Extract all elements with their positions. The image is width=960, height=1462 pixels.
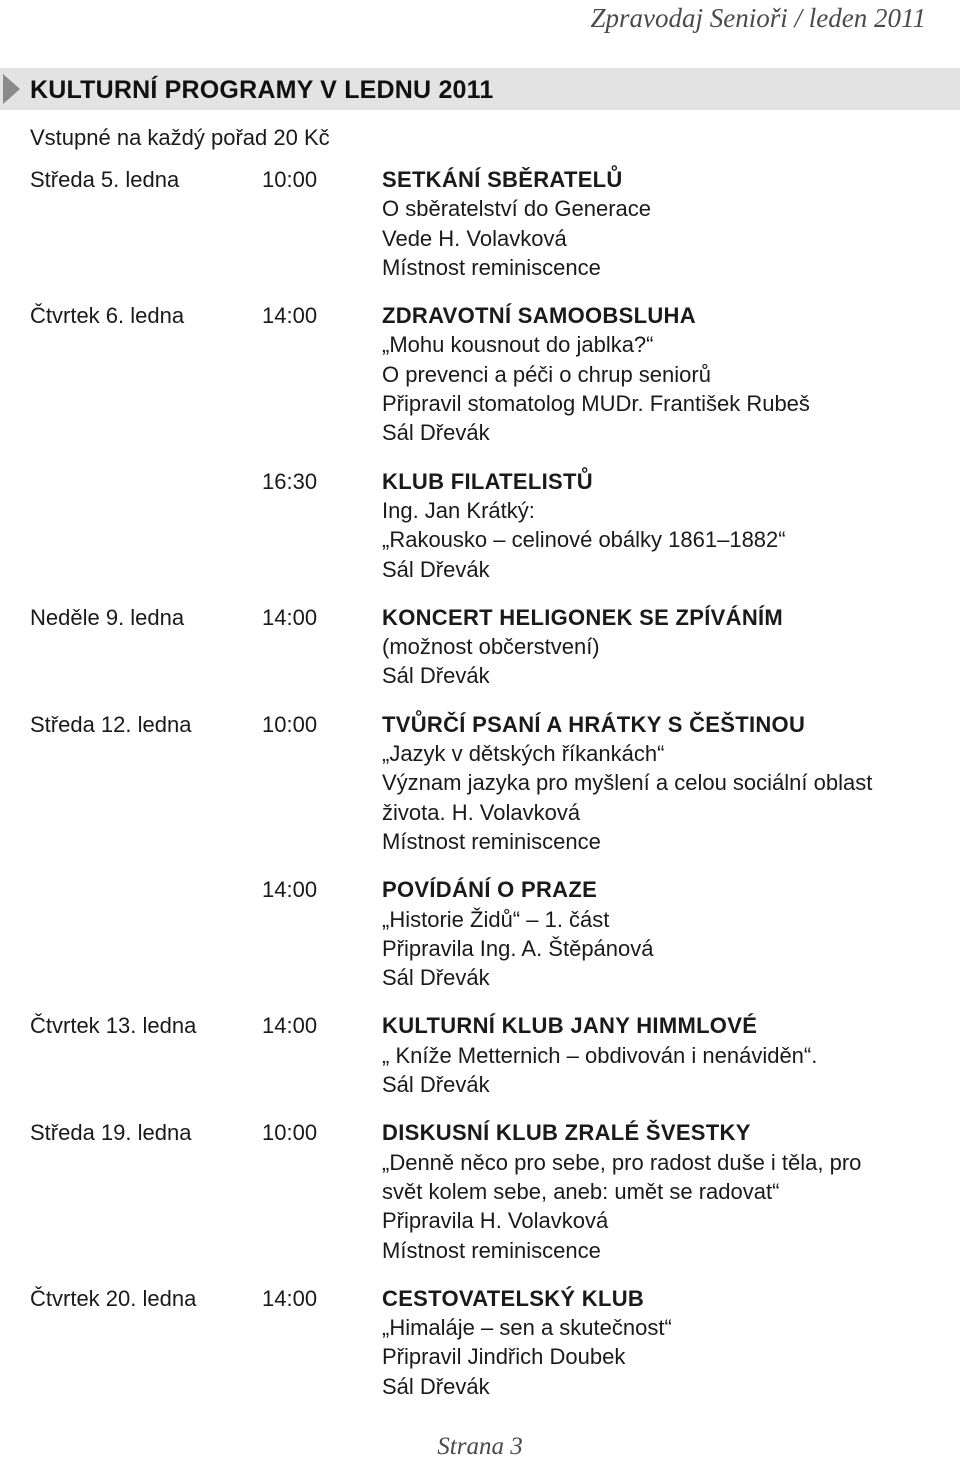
event-title: CESTOVATELSKÝ KLUB: [382, 1285, 645, 1311]
event-day: [30, 875, 262, 992]
title-arrow-icon: [3, 74, 20, 104]
event-detail-line: Sál Dřevák: [382, 556, 490, 582]
event-time: 10:00: [262, 711, 318, 737]
event-detail-line: (možnost občerstvení): [382, 634, 600, 660]
event-day: [30, 467, 262, 584]
event-time: 10:00: [262, 1120, 318, 1146]
event-details: [382, 710, 940, 856]
event-day: Středa 19. ledna: [30, 1120, 192, 1146]
event-entry: [30, 1284, 940, 1401]
event-title: DISKUSNÍ KLUB ZRALÉ ŠVESTKY: [382, 1120, 751, 1146]
event-detail-line: Význam jazyka pro myšlení a celou sociální oblast: [382, 770, 873, 796]
event-details: [382, 603, 940, 691]
event-title: ZDRAVOTNÍ SAMOOBSLUHA: [382, 303, 696, 329]
event-detail-line: Sál Dřevák: [382, 965, 490, 991]
event-entry: [30, 603, 940, 691]
event-day: Čtvrtek 13. ledna: [30, 1013, 197, 1039]
event-title: POVÍDÁNÍ O PRAZE: [382, 877, 598, 903]
event-detail-line: Místnost reminiscence: [382, 254, 601, 280]
event-day: Čtvrtek 6. ledna: [30, 303, 185, 329]
event-detail-line: „Historie Židů“ – 1. část: [382, 906, 610, 932]
event-entry: [30, 875, 940, 992]
event-day: Neděle 9. ledna: [30, 604, 185, 630]
event-detail-line: Připravil Jindřich Doubek: [382, 1344, 626, 1370]
event-details: [382, 165, 940, 282]
event-detail-line: O sběratelství do Generace: [382, 196, 652, 222]
event-details: [382, 1284, 940, 1401]
event-details: [382, 1011, 940, 1099]
event-entry: [30, 1011, 940, 1099]
event-detail-line: Sál Dřevák: [382, 420, 490, 446]
event-entry: [30, 301, 940, 447]
event-entry: [30, 1118, 940, 1264]
running-header: Zpravodaj Senioři / leden 2011: [590, 3, 926, 33]
event-day: Čtvrtek 20. ledna: [30, 1285, 197, 1311]
event-details: [382, 301, 940, 447]
event-title: TVŮRČÍ PSANÍ A HRÁTKY S ČEŠTINOU: [382, 711, 806, 737]
event-title: KULTURNÍ KLUB JANY HIMMLOVÉ: [382, 1013, 758, 1039]
event-time: 14:00: [262, 1013, 318, 1039]
event-time: 14:00: [262, 303, 318, 329]
event-detail-line: Sál Dřevák: [382, 1373, 490, 1399]
event-detail-line: Místnost reminiscence: [382, 1237, 601, 1263]
event-detail-line: Vede H. Volavková: [382, 225, 567, 251]
event-detail-line: „ Kníže Metternich – obdivován i nenáviděn“.: [382, 1042, 818, 1068]
event-detail-line: Připravila H. Volavková: [382, 1208, 609, 1234]
event-detail-line: „Mohu kousnout do jablka?“: [382, 332, 654, 358]
event-time: 14:00: [262, 604, 318, 630]
event-detail-line: „Denně něco pro sebe, pro radost duše i těla, pro: [382, 1149, 862, 1175]
event-details: [382, 1118, 940, 1264]
event-entry: [30, 165, 940, 282]
event-entry: [30, 710, 940, 856]
event-title: SETKÁNÍ SBĚRATELŮ: [382, 167, 623, 192]
event-detail-line: Sál Dřevák: [382, 663, 490, 689]
event-day: Středa 5. ledna: [30, 167, 180, 192]
event-detail-line: života. H. Volavková: [382, 799, 581, 825]
event-title: KONCERT HELIGONEK SE ZPÍVÁNÍM: [382, 604, 784, 630]
event-time: 14:00: [262, 877, 318, 903]
event-detail-line: „Rakousko – celinové obálky 1861–1882“: [382, 527, 786, 553]
event-time: 14:00: [262, 1285, 318, 1311]
event-title: KLUB FILATELISTŮ: [382, 468, 593, 494]
event-detail-line: Místnost reminiscence: [382, 828, 601, 854]
event-entry: [30, 467, 940, 584]
admission-fee: Vstupné na každý pořad 20 Kč: [30, 125, 330, 150]
event-detail-line: „Jazyk v dětských říkankách“: [382, 741, 665, 767]
event-detail-line: O prevenci a péči o chrup seniorů: [382, 361, 711, 387]
event-details: [382, 875, 940, 992]
event-detail-line: Sál Dřevák: [382, 1072, 490, 1098]
event-detail-line: Připravil stomatolog MUDr. František Rubeš: [382, 391, 810, 417]
event-schedule: [30, 165, 940, 1401]
event-time: 10:00: [262, 167, 318, 192]
event-time: 16:30: [262, 468, 318, 494]
page-number: Strana 3: [437, 1433, 523, 1460]
event-details: [382, 467, 940, 584]
page-title: KULTURNÍ PROGRAMY V LEDNU 2011: [30, 76, 494, 104]
event-detail-line: Ing. Jan Krátký:: [382, 497, 535, 523]
event-detail-line: „Himaláje – sen a skutečnost“: [382, 1315, 672, 1341]
event-detail-line: Připravila Ing. A. Štěpánová: [382, 935, 654, 961]
event-detail-line: svět kolem sebe, aneb: umět se radovat“: [382, 1178, 780, 1204]
event-day: Středa 12. ledna: [30, 711, 192, 737]
